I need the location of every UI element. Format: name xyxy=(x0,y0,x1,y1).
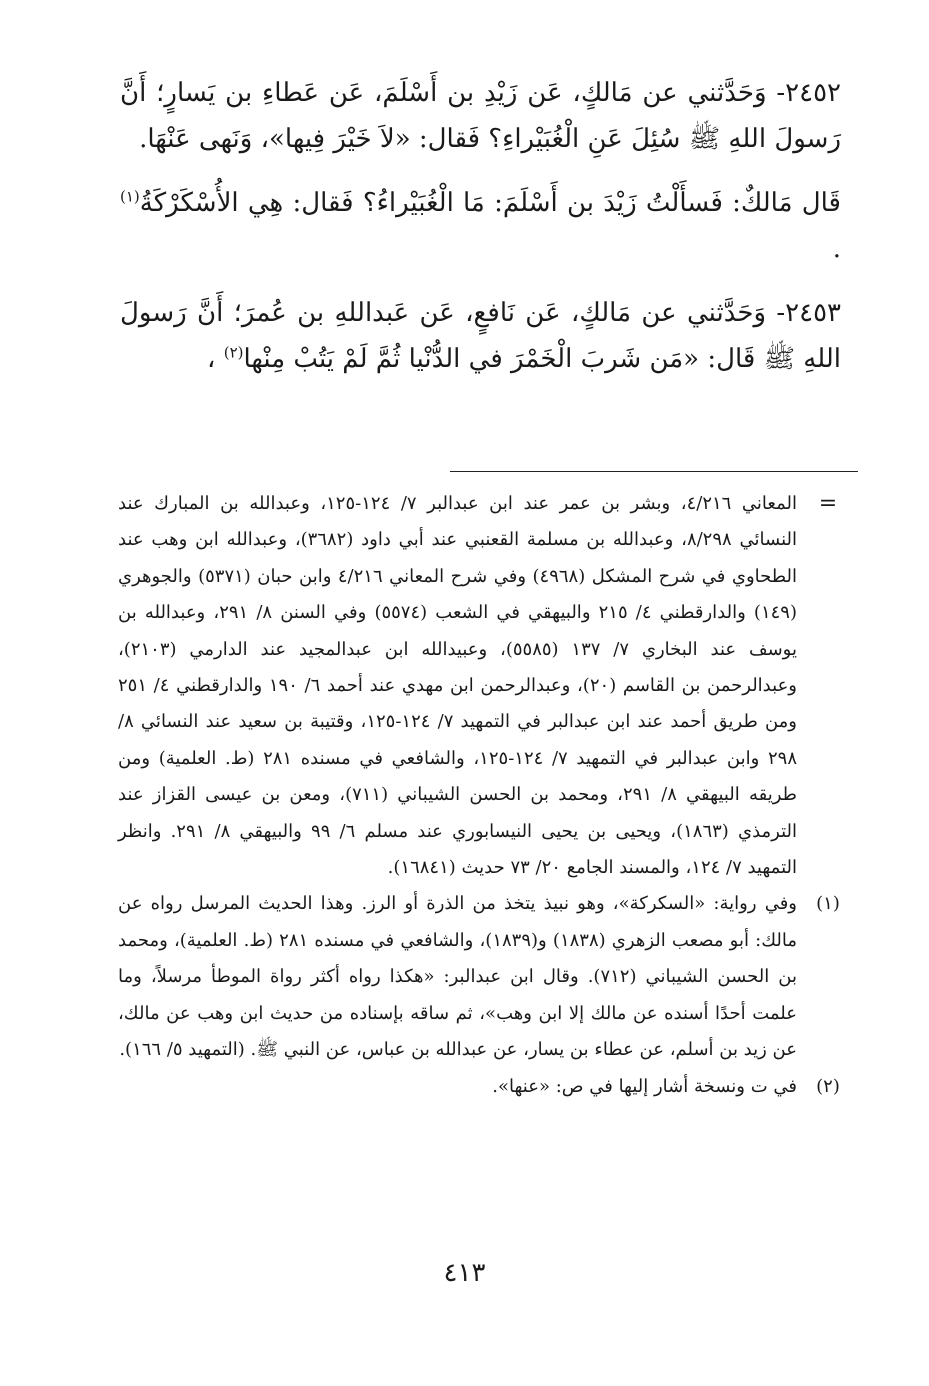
footnote-mark: (١) xyxy=(816,893,840,915)
footnote-text: وفي رواية: «السكركة»، وهو نبيذ يتخذ من الذرة أو الرز. وهذا الحديث المرسل رواه عن مالك: أبو مصعب الزهري (١٨٣٨) و(١٨٣٩)، والشافعي في مسنده ٢٨١ (ط. العلمية)، ومحمد بن الحسن الشيباني (٧١٢). وقال ابن عبدالبر: «هكذا رواه أكثر رواة الموطأ مرسلاً، وما علمت أحدًا أسنده عن مالك إلا ابن وهب»، ثم ساقه بإسناده من حديث ابن وهب عن مالك، عن زيد بن أسلم، عن عطاء بن يسار، عن عبدالله بن عباس، عن النبي ﷺ. (التمهيد ٥/ ١٦٦). xyxy=(118,893,798,1061)
footnote-continuation xyxy=(118,486,859,886)
hadith-2453 xyxy=(120,290,841,382)
hadith-2453-end: ، xyxy=(207,344,224,374)
malik-comment-end: . xyxy=(832,234,841,264)
footnote-2 xyxy=(118,1069,859,1105)
hadith-2453-text: ٢٤٥٣- وَحَدَّثني عن مَالكٍ، عَن نَافعٍ، عَن عَبداللهِ بن عُمرَ؛ أَنَّ رَسولَ اللهِ ﷺ قَال: «مَن شَربَ الْخَمْرَ في الدُّنْيا ثُمَّ لَمْ يَتُبْ مِنْها xyxy=(120,298,841,374)
footnote-mark: (٢) xyxy=(816,1075,840,1097)
hadith-2452 xyxy=(120,70,841,162)
footnote-ref-2[interactable]: (٢) xyxy=(223,343,244,362)
main-text xyxy=(120,70,841,400)
hadith-2452-text: ٢٤٥٢- وَحَدَّثني عن مَالكٍ، عَن زَيْدِ بن أَسْلَمَ، عَن عَطاءِ بن يَسارٍ؛ أَنَّ رَسولَ اللهِ ﷺ سُئِلَ عَنِ الْغُبَيْراءِ؟ فَقال: «لاَ خَيْرَ فِيها»، وَنَهى عَنْهَا. xyxy=(120,78,841,154)
footnote-text: المعاني ٤/٢١٦، وبشر بن عمر عند ابن عبدالبر ٧/ ١٢٤-١٢٥، وعبدالله بن المبارك عند النسائي ٨/٢٩٨، وعبدالله بن مسلمة القعنبي عند أبي داود (٣٦٨٢)، وعبدالله ابن وهب عند الطحاوي في شرح المشكل (٤٩٦٨) وفي شرح المعاني ٤/٢١٦ وابن حبان (٥٣٧١) والجوهري (١٤٩) والدارقطني ٤/ ٢١٥ والبيهقي في الشعب (٥٥٧٤) وفي السنن ٨/ ٢٩١، وعبدالله بن يوسف عند البخاري ٧/ ١٣٧ (٥٥٨٥)، وعبيدالله ابن عبدالمجيد عند الدارمي (٢١٠٣)، وعبدالرحمن بن القاسم (٢٠)، وعبدالرحمن ابن مهدي عند أحمد ٦/ ١٩٠ والدارقطني ٤/ ٢٥١ ومن طريق أحمد عند ابن عبدالبر في التمهيد ٧/ ١٢٤-١٢٥، وقتيبة بن سعيد عند النسائي ٨/ ٢٩٨ وابن عبدالبر في التمهيد ٧/ ١٢٤-١٢٥، والشافعي في مسنده ٢٨١ (ط. العلمية) ومن طريقه البيهقي ٨/ ٢٩١، ومحمد بن الحسن الشيباني (٧١١)، ومعن بن عيسى القزاز عند الترمذي (١٨٦٣)، ويحيى بن يحيى النيسابوري عند مسلم ٦/ ٩٩ والبيهقي ٨/ ٢٩١. وانظر التمهيد ٧/ ١٢٤، والمسند الجامع ٢٠/ ٧٣ حديث (١٦٨٤١). xyxy=(118,493,798,879)
footnote-1 xyxy=(118,886,859,1068)
footnotes xyxy=(118,486,859,1105)
footnote-ref-1[interactable]: (١) xyxy=(120,187,140,206)
footnote-separator xyxy=(450,471,858,472)
footnote-mark: = xyxy=(818,491,838,516)
page-number: ٤١٣ xyxy=(443,1258,486,1288)
malik-comment xyxy=(120,180,841,272)
malik-comment-text: قَال مَالكٌ: فَسأَلْتُ زَيْدَ بن أَسْلَمَ: مَا الْغُبَيْراءُ؟ فَقال: هِي الأُسْكَرْكَةُ xyxy=(139,188,841,218)
footnote-text: في ت ونسخة أشار إليها في ص: «عنها». xyxy=(492,1075,797,1097)
